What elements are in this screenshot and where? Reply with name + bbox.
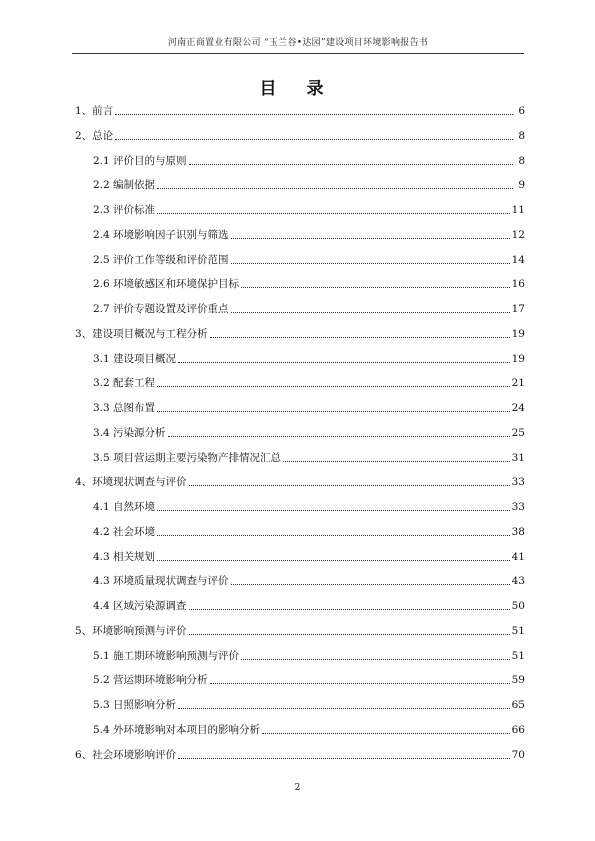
toc-entry[interactable] [93,574,525,588]
toc-dot-leader [241,649,510,660]
toc-entry-page: 14 [511,253,525,266]
toc-entry[interactable] [93,426,525,440]
toc-entry-page: 51 [511,624,525,637]
toc-entry-label: 2.2 编制依据 [93,179,156,192]
toc-entry-page: 33 [511,476,525,489]
toc-dot-leader [157,178,513,189]
toc-entry-page: 41 [511,550,525,563]
toc-dot-leader [231,574,510,585]
toc-entry-label: 2.3 评价标准 [93,204,156,216]
toc-dot-leader [283,451,510,462]
toc-entry-page: 19 [511,327,525,340]
toc-entry[interactable] [93,253,525,267]
toc-entry[interactable] [93,154,525,168]
toc-entry-label: 3.3 总图布置 [93,402,156,414]
toc-entry-page: 11 [511,204,525,216]
toc-entry-page: 43 [511,575,525,588]
toc-entry[interactable] [93,228,525,242]
toc-entry-label: 5、环境影响预测与评价 [75,624,187,637]
toc-dot-leader [157,550,510,561]
toc-dot-leader [115,104,513,115]
toc-entry[interactable] [93,401,525,415]
toc-entry[interactable] [93,723,525,737]
toc-dot-leader [157,500,510,511]
toc-entry-label: 2.7 评价专题设置及评价重点 [93,303,229,315]
toc-dot-leader [189,599,510,610]
toc-entry[interactable] [93,178,525,192]
toc-entry-label: 2、总论 [75,129,114,142]
toc-entry-page: 38 [511,525,525,538]
toc-entry-page: 51 [511,649,525,662]
toc-entry[interactable] [93,649,525,663]
toc-dot-leader [178,352,510,363]
page-number: 2 [294,783,301,793]
toc-entry-page: 6 [518,105,525,117]
toc-entry[interactable] [93,277,525,291]
toc-entry-label: 5.2 营运期环境影响分析 [93,674,208,687]
toc-entry[interactable] [93,203,525,217]
toc-entry-label: 3、建设项目概况与工程分析 [75,327,208,340]
toc-dot-leader [115,129,513,140]
toc-dot-leader [262,723,510,734]
toc-dot-leader [157,401,510,412]
toc-dot-leader [241,277,510,288]
toc-entry[interactable] [75,129,525,143]
toc-entry-page: 19 [511,352,525,365]
toc-entry-label: 5.4 外环境影响对本项目的影响分析 [93,723,261,736]
toc-entry[interactable] [93,599,525,613]
toc-entry[interactable] [93,673,525,687]
toc-dot-leader [231,302,510,313]
toc-entry[interactable] [75,327,525,341]
toc-entry[interactable] [75,475,525,489]
toc-entry-page: 70 [511,748,525,761]
toc-dot-leader [178,698,510,709]
running-header: 河南正商置业有限公司 “玉兰谷•达园”建设项目环境影响报告书 [167,38,429,48]
toc-dot-leader [157,203,510,214]
toc-entry-label: 3.4 污染源分析 [93,426,166,439]
toc-entry-label: 6、社会环境影响评价 [75,748,177,761]
toc-entry[interactable] [75,624,525,638]
toc-entry-label: 5.3 日照影响分析 [93,699,177,711]
toc-entry-label: 4.2 社会环境 [93,525,156,538]
header-divider [72,53,524,54]
toc-dot-leader [157,376,510,387]
toc-entry-page: 66 [511,723,525,736]
toc-entry-label: 3.5 项目营运期主要污染物产排情况汇总 [93,451,282,464]
toc-entry-page: 50 [511,600,525,612]
toc-entry-label: 3.1 建设项目概况 [93,352,177,365]
toc-entry-page: 9 [518,179,525,192]
toc-entry-label: 2.5 评价工作等级和评价范围 [93,253,229,266]
toc-entry-page: 59 [511,674,525,687]
toc-entry[interactable] [93,525,525,539]
toc-entry-label: 2.6 环境敏感区和环境保护目标 [93,278,240,291]
toc-entry[interactable] [93,352,525,366]
toc-entry-label: 5.1 施工期环境影响预测与评价 [93,649,240,662]
toc-entry-page: 25 [511,426,525,439]
toc-dot-leader [178,748,509,759]
toc-dot-leader [168,426,510,437]
toc-entry-label: 4.1 自然环境 [93,501,156,513]
toc-entry-label: 2.1 评价目的与原则 [93,154,187,167]
toc-entry-page: 65 [511,699,525,711]
toc-dot-leader [189,624,510,635]
toc-entry[interactable] [93,698,525,712]
toc-entry-page: 24 [511,402,525,414]
toc-entry-page: 33 [511,501,525,513]
toc-entry-label: 4、环境现状调查与评价 [75,476,187,489]
toc-entry[interactable] [93,500,525,514]
toc-entry-label: 4.3 相关规划 [93,550,156,563]
toc-dot-leader [189,475,510,486]
toc-entry-page: 21 [511,377,525,390]
toc-entry-label: 4.4 区域污染源调查 [93,600,187,612]
toc-entry-label: 4.3 环境质量现状调查与评价 [93,575,229,588]
toc-entry[interactable] [93,302,525,316]
toc-entry-page: 8 [518,154,525,167]
toc-entry-page: 8 [518,129,525,142]
page-title: 目 录 [259,79,336,99]
toc-entry[interactable] [93,451,525,465]
toc-entry-label: 2.4 环境影响因子识别与筛选 [93,228,229,241]
toc-dot-leader [231,253,510,264]
toc-entry-page: 31 [511,451,525,464]
toc-dot-leader [210,327,510,338]
toc-entry-page: 12 [511,228,525,241]
toc-entry-label: 3.2 配套工程 [93,377,156,390]
toc-entry-label: 1、前言 [75,105,114,117]
toc-entry[interactable] [93,376,525,390]
toc-entry-page: 17 [511,303,525,315]
toc-dot-leader [189,154,513,165]
toc-entry-page: 16 [511,278,525,291]
toc-dot-leader [157,525,510,536]
toc-entry[interactable] [75,104,525,118]
toc-entry[interactable] [75,748,525,762]
toc-entry[interactable] [93,550,525,564]
toc-dot-leader [231,228,510,239]
toc-dot-leader [210,673,510,684]
